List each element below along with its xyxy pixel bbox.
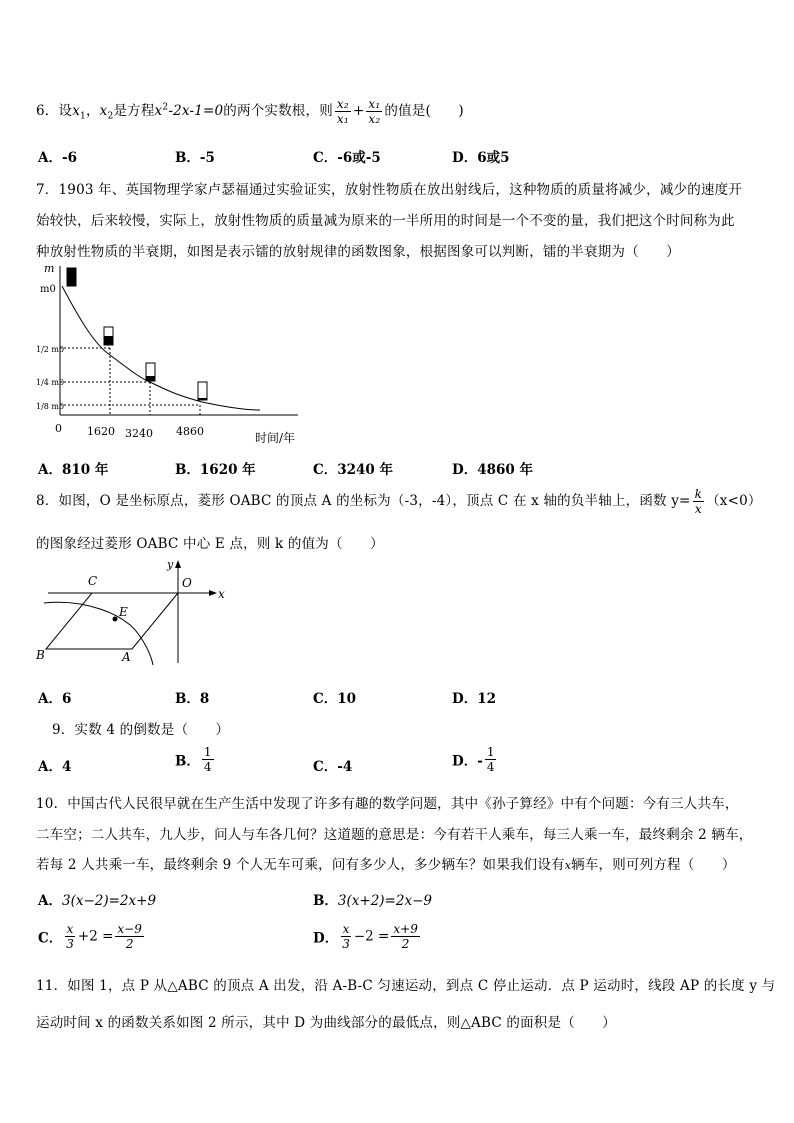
q10-option-a-eq: 3(x−2)=2x+9: [61, 893, 157, 909]
label-x: x: [218, 587, 225, 601]
q9-option-b-label: B．: [175, 753, 200, 770]
q10-d-frac-1: [340, 922, 352, 951]
q10-option-b[interactable]: [313, 889, 432, 909]
q6-x2-sub: 2: [107, 111, 114, 122]
q6-f1-den: x₁: [336, 112, 349, 126]
x-label-0: 0: [55, 422, 62, 435]
q6-comma: ，: [85, 103, 100, 119]
q9-option-d-label: D．-: [452, 753, 483, 770]
label-b: B: [36, 648, 45, 662]
q11-line-1: 11．如图 1，点 P 从△ABC 的顶点 A 出发，沿 A-B-C 匀速运动，到点 C 停止运动．点 P 运动时，线段 AP 的长度 y 与: [36, 978, 776, 994]
q10-d-den1: 3: [342, 937, 350, 951]
x-label-3240: 3240: [125, 427, 153, 440]
q8-option-d[interactable]: D．12: [452, 691, 496, 707]
y-label-eighth: 1/8 m0: [36, 402, 65, 411]
label-y: y: [167, 558, 174, 571]
y-axis-label: m: [44, 262, 55, 275]
q10-option-a-label: A．: [38, 893, 62, 909]
q8-text-b: （x<0）: [706, 493, 762, 509]
q9-b-den: 4: [203, 760, 212, 774]
q10-x: x: [564, 859, 572, 872]
q8-option-b[interactable]: B．8: [175, 691, 210, 707]
q10-c-den2: 2: [125, 937, 134, 951]
q7-option-d[interactable]: D．4860 年: [452, 462, 533, 478]
q11-line-2: 运动时间 x 的函数关系如图 2 所示，其中 D 为曲线部分的最低点，则△ABC 的面积是（ ）: [36, 1015, 616, 1031]
q6-option-d[interactable]: D．6或5: [452, 150, 510, 166]
q10-text-b: 辆车，则可列方程（ ）: [571, 857, 736, 873]
q6-f1-num: x₂: [336, 97, 349, 111]
q10-d-num2: x+9: [393, 922, 418, 936]
q6-x1: x: [72, 103, 81, 119]
q7-line-1: 7．1903 年、英国物理学家卢瑟福通过实验证实，放射性物质在放出射线后，这种物质的质量将减少，减少的速度开: [36, 182, 743, 198]
q10-option-d-label: D．: [313, 930, 339, 947]
q10-text-a: 若每 2 人共乘一车，最终剩余 9 个人无车可乘，问有多少人，多少辆车？如果我们设有: [36, 857, 565, 873]
q8-line-2: 的图象经过菱形 OABC 中心 E 点，则 k 的值为（ ）: [36, 536, 384, 552]
x-label-1620: 1620: [87, 425, 115, 438]
q10-d-den2: 2: [401, 937, 410, 951]
q6-option-a[interactable]: A．-6: [38, 150, 77, 166]
q10-option-b-eq: 3(x+2)=2x−9: [337, 893, 432, 909]
y-label-half: 1/2 m0: [36, 345, 65, 354]
sample-eighth-icon: [198, 382, 207, 400]
q8-line-1: [36, 487, 762, 516]
q9-option-b[interactable]: [175, 745, 216, 774]
label-a: A: [122, 650, 131, 664]
q7-option-a[interactable]: A．810 年: [38, 462, 109, 478]
q6-f2-den: x₂: [368, 112, 381, 126]
q10-option-c[interactable]: [38, 922, 146, 951]
q7-option-c[interactable]: C．3240 年: [313, 462, 394, 478]
q10-option-c-label: C．: [38, 930, 63, 947]
q10-c-frac-2: [115, 922, 143, 951]
q10-option-b-label: B．: [313, 893, 338, 909]
q10-line-3: [36, 853, 736, 873]
q6-eq-rest: -2x-1=0: [168, 103, 224, 119]
q9-d-fraction: [485, 745, 497, 774]
q7-option-b[interactable]: B．1620 年: [175, 462, 256, 478]
q6-option-b[interactable]: B．-5: [175, 150, 215, 166]
label-c: C: [88, 574, 98, 588]
q9-d-den: 4: [486, 760, 495, 774]
q10-c-den1: 3: [66, 937, 74, 951]
q8-option-c[interactable]: C．10: [313, 691, 357, 707]
q9-option-a[interactable]: A．4: [38, 759, 72, 775]
q6-text-c: 的两个实数根，则: [223, 103, 333, 119]
q10-c-num2: x−9: [117, 922, 142, 936]
q9-b-num: 1: [203, 745, 212, 759]
q6-x1-sub: 1: [80, 111, 86, 122]
q6-text-d: 的值是( ): [384, 103, 464, 119]
sample-full-icon: [67, 268, 76, 286]
q6-eq: x: [154, 103, 163, 119]
q9-option-c[interactable]: C．-4: [313, 759, 353, 775]
label-e: E: [119, 605, 128, 619]
q10-option-d[interactable]: [313, 922, 422, 951]
y-label-quarter: 1/4 m0: [36, 378, 65, 387]
q8-rhombus-figure: [34, 555, 234, 667]
q6-option-c[interactable]: C．-6或-5: [313, 150, 381, 166]
q6-stem: [36, 97, 464, 126]
q7-line-2: 始较快，后来较慢，实际上，放射性物质的质量减为原来的一半所用的时间是一个不变的量，我们把这个时间称为此: [36, 213, 735, 229]
q9-stem: 9．实数 4 的倒数是（ ）: [52, 722, 230, 738]
q10-d-frac-2: [391, 922, 419, 951]
x-axis-label: 时间/年: [255, 431, 296, 445]
q10-line-2: 二车空；二人共车，九人步，问人与车各几何？这道题的意思是：今有若干人乘车，每三人乘一车，最终剩余 2 辆车，: [36, 827, 753, 843]
x-label-4860: 4860: [176, 425, 204, 438]
q6-fraction-1: [335, 97, 351, 126]
y-label-m0: m0: [40, 284, 56, 295]
q8-k-num: k: [694, 487, 703, 501]
q10-d-num1: x: [342, 922, 350, 936]
q8-k-den: x: [694, 502, 702, 516]
q6-plus: +: [352, 103, 365, 119]
q7-line-3: 种放射性物质的半衰期，如图是表示镭的放射规律的函数图象，根据图象可以判断，镭的半衰期为（ ）: [36, 244, 680, 260]
q6-fraction-2: [366, 97, 382, 126]
q8-option-a[interactable]: A．6: [38, 691, 72, 707]
q10-d-mid: −2 =: [353, 928, 390, 945]
q9-b-fraction: [202, 745, 214, 774]
q10-line-1: 10．中国古代人民很早就在生产生活中发现了许多有趣的数学问题，其中《孙子算经》中有个问题：今有三人共车，: [36, 796, 739, 812]
q6-x2: x: [99, 103, 108, 119]
q10-c-frac-1: [64, 922, 76, 951]
q9-d-num: 1: [486, 745, 495, 759]
q10-option-a[interactable]: [38, 889, 156, 909]
q8-k-fraction: [693, 487, 704, 516]
q6-text: 6．设: [36, 103, 73, 119]
q6-f2-num: x₁: [368, 97, 381, 111]
q7-decay-graph: [30, 260, 310, 450]
q6-text-b: 是方程: [113, 103, 155, 119]
label-o: O: [182, 576, 192, 590]
q8-text-a: 8．如图，O 是坐标原点，菱形 OABC 的顶点 A 的坐标为（-3，-4），顶点 C 在 x 轴的负半轴上，函数 y=: [36, 493, 691, 509]
q10-c-num1: x: [66, 922, 74, 936]
q10-c-mid: +2 =: [77, 928, 114, 945]
q6-eq-sup: 2: [162, 102, 169, 113]
q9-option-d[interactable]: [452, 745, 498, 774]
